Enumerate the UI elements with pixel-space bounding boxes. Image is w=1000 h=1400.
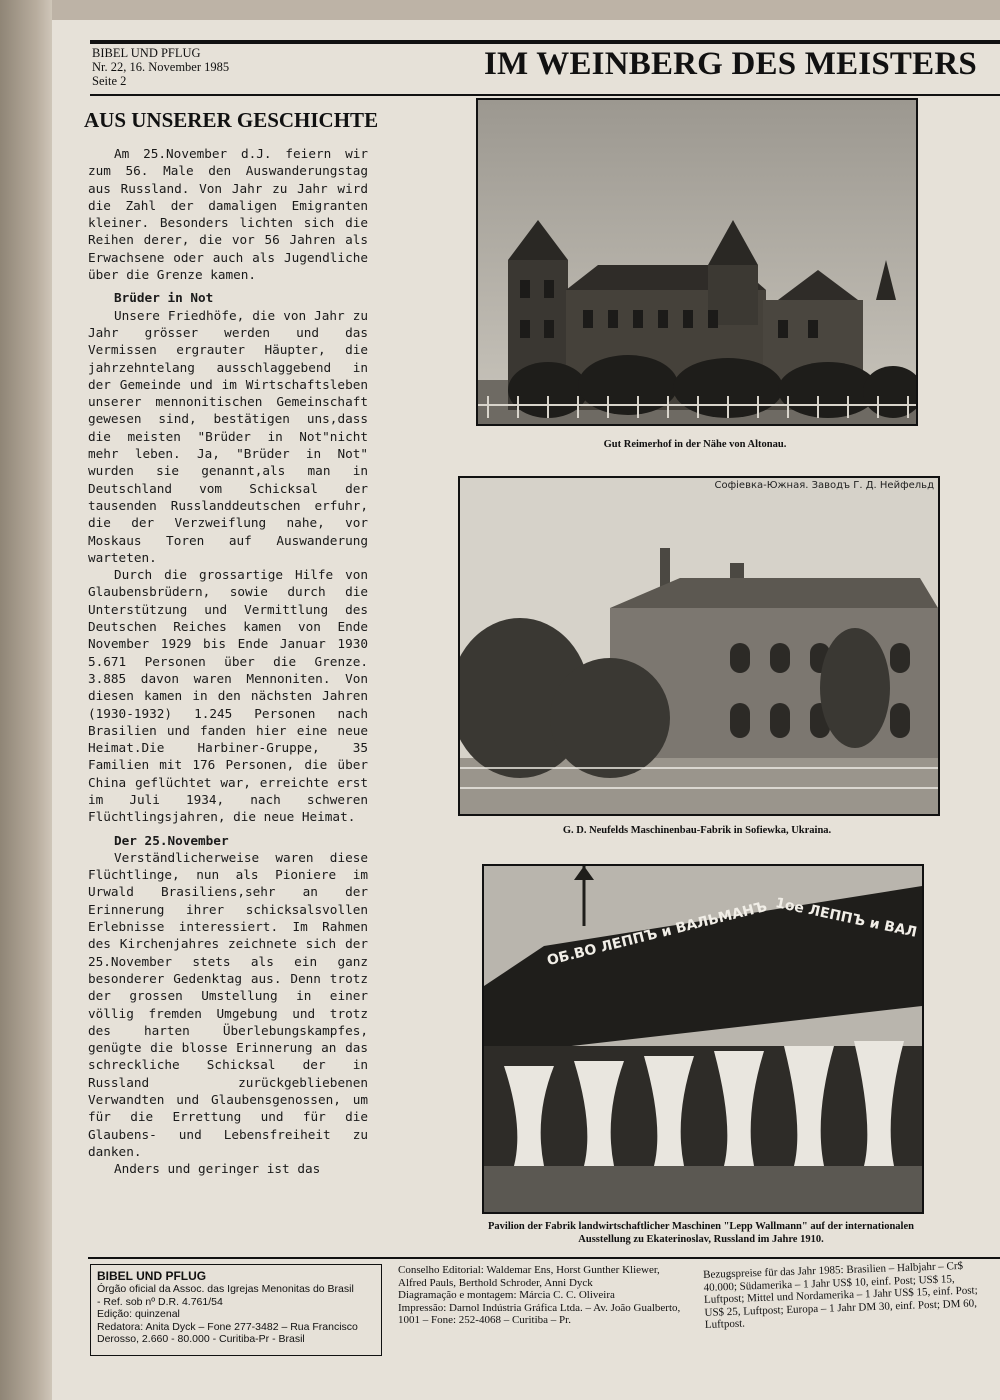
page-title: IM WEINBERG DES MEISTERS	[484, 46, 977, 82]
pavilion-sign-text-right: 1ое ЛЕППЪ и ВАЛ	[773, 895, 919, 941]
issue-date: Nr. 22, 16. November 1985	[92, 60, 230, 74]
factory-inset-text: Софіевка-Южная. Заводъ Г. Д. Нейфельд	[714, 480, 934, 491]
subheading-brueder: Brüder in Not	[114, 290, 214, 306]
caption-pavilion: Pavilion der Fabrik landwirtschaftlicher Maschinen "Lepp Wallmann" auf der internationalen Ausstellung zu Ekaterinoslav, Russland im Jahre 1910.	[488, 1221, 914, 1245]
imprint-box	[90, 1264, 382, 1356]
photo-pavilion	[482, 864, 924, 1214]
paragraph-5: Anders und geringer ist das	[114, 1161, 321, 1177]
paragraph-3: Durch die grossartige Hilfe von Glaubensbrüdern, sowie durch die Unterstützung und Vermittlung des Deutschen Reiches kamen von Ende November 1929 bis Ende Januar 1930 5.671 Personen über die Grenze. 3.885 davon waren Mennoniten. Von diesen kamen in den nächsten Jahren (1930-1932) 1.245 Personen nach Brasilien und fanden hier eine neue Heimat.Die Harbiner-Gruppe, 35 Familien mit 176 Personen, die über China geflüchtet war, erreichte erst im Juli 1934, nach schweren Flüchtlingsjahren, die neue Heimat.	[88, 567, 368, 825]
article-heading: AUS UNSERER GESCHICHTE	[84, 108, 379, 132]
imprint-line-4: Redatora: Anita Dyck – Fone 277-3482 – Rua Francisco Derosso, 2.660 - 80.000 - Curitiba-Pr - Brasil	[97, 1320, 358, 1346]
masthead-top-rule	[90, 40, 1000, 44]
pavilion-sign-text: ОБ.ВО ЛЕППЪ и ВАЛЬМАНЪ	[545, 898, 769, 970]
imprint-line-2: - Ref. sob nº D.R. 4.761/54	[97, 1295, 223, 1308]
prices-column	[703, 1259, 989, 1332]
subscription-prices: Bezugspreise für das Jahr 1985: Brasilien – Halbjahr – Cr$ 40.000; Südamerika – 1 Jahr US$ 10, einf. Post; US$ 15, Luftpost; Mittel und Nordamerika – 1 Jahr US$ 15, einf. Post; US$ 25, Luftpost; Europa – 1 Jahr DM 30, einf. Post; DM 60, Luftpost.	[702, 1259, 978, 1332]
paragraph-2: Unsere Friedhöfe, die von Jahr zu Jahr grösser werden und das Vermissen ergrauter Häupter, die jahrzehntelang ausschlaggebend in der Gemeinde und im Wirtschaftsleben unserer mennonitischen Gemeinschaft gewesen sind, bestätigen uns,dass die meisten "Brüder in Not"nicht mehr leben. Ja, "Brüder in Not" wurden sie genannt,als man in Deutschland vom Schicksal der tausenden Russlanddeutschen erfuhr, die der Verzweiflung nahe, vor Moskaus Toren auf Auswanderung warteten.	[88, 307, 368, 565]
paragraph-4: Verständlicherweise waren diese Flüchtlinge, nun als Pioniere im Urwald Brasiliens,sehr an der Erinnerung ihrer schicksalsvollen Erlebnisse interessiert. Im Rahmen des Kirchenjahres zeichnete sich der 25.November stets als ein ganz besonderer Gedenktag aus. Denn trotz der grossen Umstellung in einer völlig fremden Umgebung und trotz des harten Überlebungskampfes, genügte die blosse Erinnerung an das schreckliche Schicksal der in Russland zurückgebliebenen Verwandten und Glaubensgenossen, um für die Errettung und für die Glaubens- und Lebensfreiheit zu danken.	[88, 849, 368, 1159]
subheading-25-november: Der 25.November	[114, 832, 229, 848]
reimerhof-image	[478, 100, 916, 424]
footer-rule	[88, 1257, 1000, 1259]
page-number: Seite 2	[92, 74, 127, 88]
newspaper-page	[52, 20, 1000, 1400]
imprint-title: BIBEL UND PFLUG	[97, 1269, 207, 1283]
photo-neufeld-factory	[458, 476, 940, 816]
caption-reimerhof: Gut Reimerhof in der Nähe von Altonau.	[603, 439, 787, 450]
masthead-bottom-rule	[90, 94, 1000, 96]
masthead-info	[92, 46, 332, 88]
imprint-line-3: Edição: quinzenal	[97, 1308, 180, 1321]
editorial-column	[398, 1264, 686, 1327]
paragraph-1: Am 25.November d.J. feiern wir zum 56. Male den Auswanderungstag aus Russland. Von Jahr zu Jahr wird die Zahl der damaligen Emigranten kleiner. Besonders lichten sich die Reihen derer, die vor 56 Jahren als Erwachsene oder auch als Jugendliche über die Grenze kamen.	[88, 146, 368, 283]
editorial-council: Conselho Editorial: Waldemar Ens, Horst Gunther Kliewer, Alfred Pauls, Berthold Schroder, Anni Dyck	[398, 1264, 660, 1289]
photo-reimerhof	[476, 98, 918, 426]
print-credit: Impressão: Darnol Indústria Gráfica Ltda. – Av. João Gualberto, 1001 – Fone: 252-4068 – Curitiba – Pr.	[398, 1301, 681, 1327]
factory-image	[460, 478, 938, 814]
article-body	[88, 145, 368, 1178]
layout-credit: Diagramação e montagem: Márcia C. C. Oliveira	[398, 1289, 615, 1302]
page-gutter	[0, 0, 52, 1400]
caption-neufeld-factory: G. D. Neufelds Maschinenbau-Fabrik in Sofiewka, Ukraina.	[562, 825, 832, 836]
imprint-line-1: Órgão oficial da Assoc. das Igrejas Menonitas do Brasil	[97, 1283, 354, 1295]
paper-name: BIBEL UND PFLUG	[92, 46, 201, 60]
